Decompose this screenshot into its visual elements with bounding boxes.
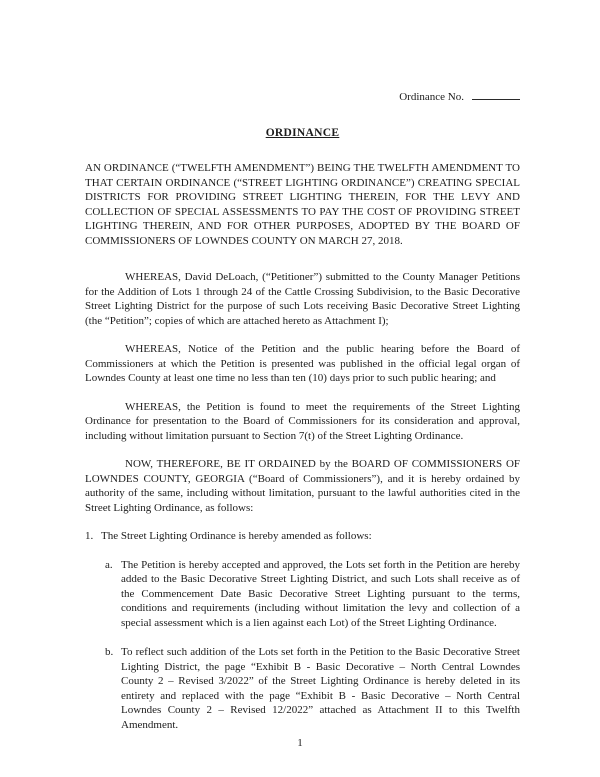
amendment-item-1 (85, 529, 520, 544)
page-number: 1 (297, 737, 303, 749)
amendment-subitem-b-letter: b. (105, 646, 114, 658)
whereas-clause-1: WHEREAS, David DeLoach, (“Petitioner”) submitted to the County Manager Petitions for the Addition of Lots 1 through 24 of the Cattle Crossing Subdivision, to the Basic Decorative Street Lighting District for the purpose of such Lots receiving Basic Decorative Street Lighting (the “Petition”; copies of which are attached hereto as Attachment I); (85, 271, 520, 327)
whereas-clause-3: WHEREAS, the Petition is found to meet the requirements of the Street Lighting Ordinance for presentation to the Board of Commissioners for its consideration and approval, including without limitation pursuant to Section 7(t) of the Street Lighting Ordinance. (85, 400, 520, 442)
whereas-clause-2: WHEREAS, Notice of the Petition and the public hearing before the Board of Commissioners at which the Petition is presented was published in the official legal organ of Lowndes County at least one time no less than ten (10) days prior to such public hearing; and (85, 343, 520, 384)
amendment-subitem-a (105, 558, 520, 631)
amendment-subitem-b (105, 645, 520, 732)
ordinance-number-label: Ordinance No. (399, 91, 464, 103)
ordinance-number-blank (472, 88, 520, 100)
amendment-subitem-a-letter: a. (105, 558, 113, 571)
amendment-subitem-a-text: The Petition is hereby accepted and approved, the Lots set forth in the Petition are hereby added to the Basic Decorative Street Lighting District, and such Lots shall receive as of the Commencement Date Basic Decorative Street Lighting pursuant to the terms, conditions and requirements (including without limitation the levy and collection of a special assessment which is a lien against each Lot) of the Street Lighting Ordinance. (121, 558, 520, 629)
amendment-item-1-number: 1. (85, 530, 94, 542)
amendment-item-1-text: The Street Lighting Ordinance is hereby amended as follows: (101, 530, 372, 542)
ordinance-number-line (85, 88, 520, 103)
ordained-clause: NOW, THEREFORE, BE IT ORDAINED by the BOARD OF COMMISSIONERS OF LOWNDES COUNTY, GEORGIA (“Board of Commissioners”), and it is hereby ordained by authority of the same, including without limitation, pursuant to the lawful authorities cited in the Street Lighting Ordinance, as follows: (85, 458, 520, 514)
document-title: ORDINANCE (265, 127, 340, 139)
preamble-paragraph: AN ORDINANCE (“TWELFTH AMENDMENT”) BEING THE TWELFTH AMENDMENT TO THAT CERTAIN ORDINANCE (“STREET LIGHTING ORDINANCE”) CREATING SPECIAL DISTRICTS FOR PROVIDING STREET LIGHTING THEREIN, FOR THE LEVY AND COLLECTION OF SPECIAL ASSESSMENTS TO PAY THE COST OF PROVIDING STREET LIGHTING THEREIN, AND FOR OTHER PURPOSES, ADOPTED BY THE BOARD OF COMMISSIONERS OF LOWNDES COUNTY ON MARCH 27, 2018. (85, 162, 520, 247)
amendment-subitem-b-text: To reflect such addition of the Lots set forth in the Petition to the Basic Decorative Street Lighting District, the page “Exhibit B - Basic Decorative – North Central Lowndes County 2 – Revised 3/2022” of the Street Lighting Ordinance is hereby deleted in its entirety and replaced with the page “Exhibit B - Basic Decorative – North Central Lowndes County 2 – Revised 12/2022” attached as Attachment II to this Twelfth Amendment. (121, 646, 520, 731)
